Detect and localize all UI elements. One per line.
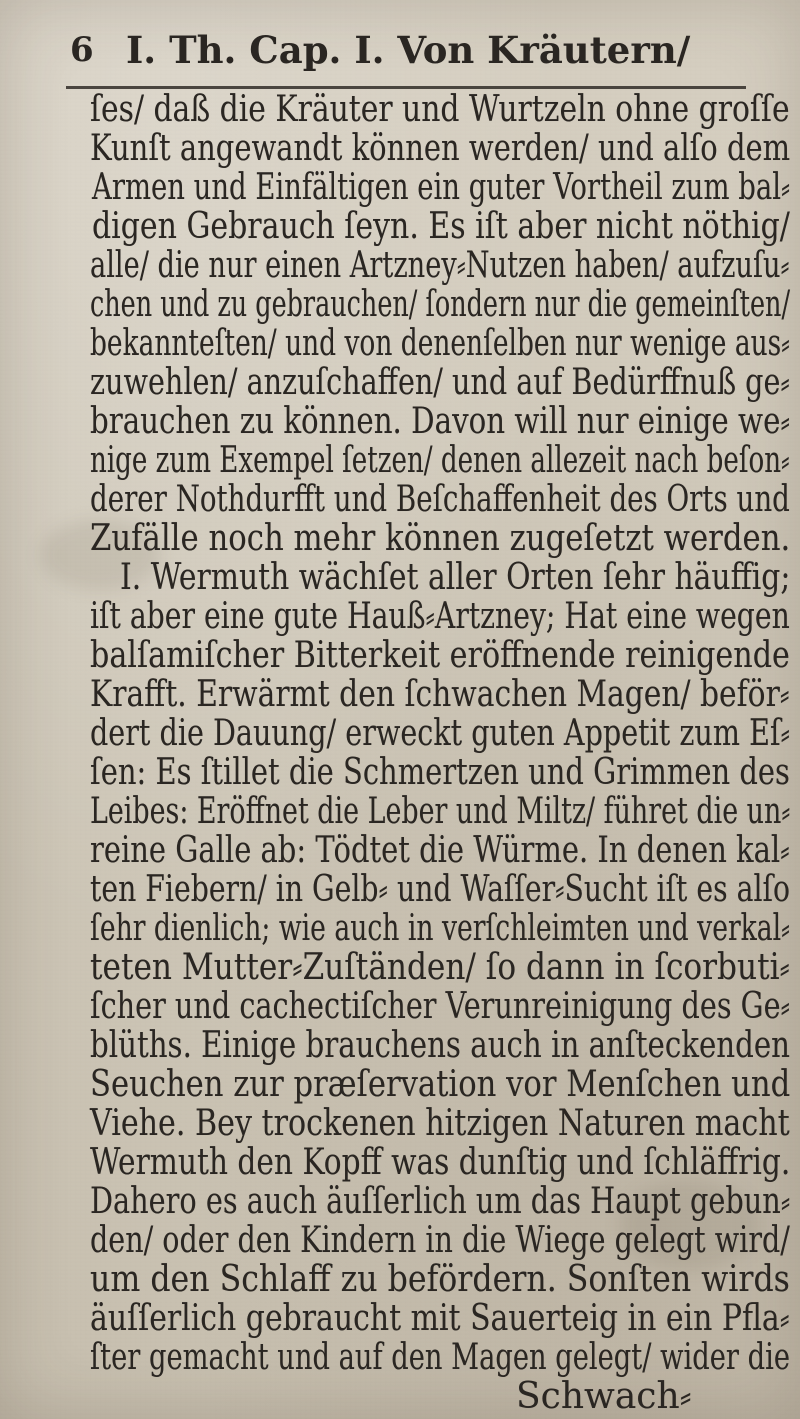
text-line-28: Wermuth den Kopff was dunſtig und ſchläffrig. <box>90 1142 791 1183</box>
text-line-7: bekannteſten/ und von denenſelben nur wenige aus⸗ <box>90 323 790 364</box>
text-line-6: chen und zu gebrauchen/ ſondern nur die gemeinſten/ <box>90 284 791 325</box>
text-line-15: balſamiſcher Bitterkeit eröffnende reinigende <box>90 635 790 676</box>
text-line-9: brauchen zu können. Davon will nur einige we⸗ <box>90 401 791 442</box>
page-header <box>64 24 754 84</box>
text-line-22: ſehr dienlich; wie auch in verſchleimten und verkal⸗ <box>90 908 791 949</box>
text-line-14: iſt aber eine gute Hauß⸗Artzney; Hat eine wegen <box>90 596 790 637</box>
text-line-25: blüths. Einige brauchens auch in anſteckenden <box>90 1025 791 1066</box>
text-line-31: um den Schlaff zu befördern. Sonſten wirds <box>90 1259 790 1300</box>
text-line-11: derer Nothdurfft und Beſchaffenheit des Orts und <box>90 479 790 520</box>
text-line-8: zuwehlen/ anzuſchaffen/ und auf Bedürffnuß ge⸗ <box>90 362 790 403</box>
text-line-1: ſes/ daß die Kräuter und Wurtzeln ohne groſſe <box>90 89 790 130</box>
text-line-12: Zufälle noch mehr können zugeſetzt werden. <box>90 518 791 559</box>
text-line-10: nige zum Exempel ſetzen/ denen allezeit nach beſon⸗ <box>90 440 790 481</box>
text-line-30: den/ oder den Kindern in die Wiege gelegt wird/ <box>90 1220 790 1261</box>
text-line-33: ſter gemacht und auf den Magen gelegt/ wider die <box>90 1337 790 1378</box>
text-line-4: digen Gebrauch ſeyn. Es iſt aber nicht nöthig/ <box>92 206 790 247</box>
text-line-17: dert die Dauung/ erweckt guten Appetit zum Eſ⸗ <box>90 713 791 754</box>
text-line-26: Seuchen zur præſervation vor Menſchen und <box>90 1064 791 1105</box>
text-line-23: teten Mutter⸗Zuſtänden/ ſo dann in ſcorbuti⸗ <box>90 947 790 988</box>
text-line-3: Armen und Einfältigen ein guter Vortheil zum bal⸗ <box>92 167 791 208</box>
running-title: I. Th. Cap. I. Von Kräutern/ <box>126 28 691 72</box>
text-line-19: Leibes: Eröffnet die Leber und Miltz/ führet die un⸗ <box>90 791 791 832</box>
text-line-13: I. Wermuth wächſet aller Orten ſehr häuffig; <box>120 557 791 598</box>
text-line-24: ſcher und cachectiſcher Verunreinigung des Ge⸗ <box>90 986 791 1027</box>
text-line-20: reine Galle ab: Tödtet die Würme. In denen kal⸗ <box>90 830 790 871</box>
text-line-27: Viehe. Bey trockenen hitzigen Naturen macht <box>90 1103 790 1144</box>
text-line-29: Dahero es auch äuſſerlich um das Haupt gebun⸗ <box>90 1181 791 1222</box>
text-line-32: äuſſerlich gebraucht mit Sauerteig in ein Pfla⸗ <box>90 1298 790 1339</box>
body-text <box>86 89 794 1417</box>
text-line-5: alle/ die nur einen Artzney⸗Nutzen haben/ aufzuſu⸗ <box>90 245 790 286</box>
page-number: 6 <box>70 30 95 70</box>
text-line-21: ten Fiebern/ in Gelb⸗ und Waſſer⸗Sucht iſt es alſo <box>90 869 791 910</box>
catchword: Schwach⸗ <box>516 1376 692 1417</box>
text-line-18: ſen: Es ſtillet die Schmertzen und Grimmen des <box>90 752 790 793</box>
text-line-2: Kunſt angewandt können werden/ und alſo dem <box>90 128 791 169</box>
text-line-16: Krafft. Erwärmt den ſchwachen Magen/ beför⸗ <box>90 674 790 715</box>
